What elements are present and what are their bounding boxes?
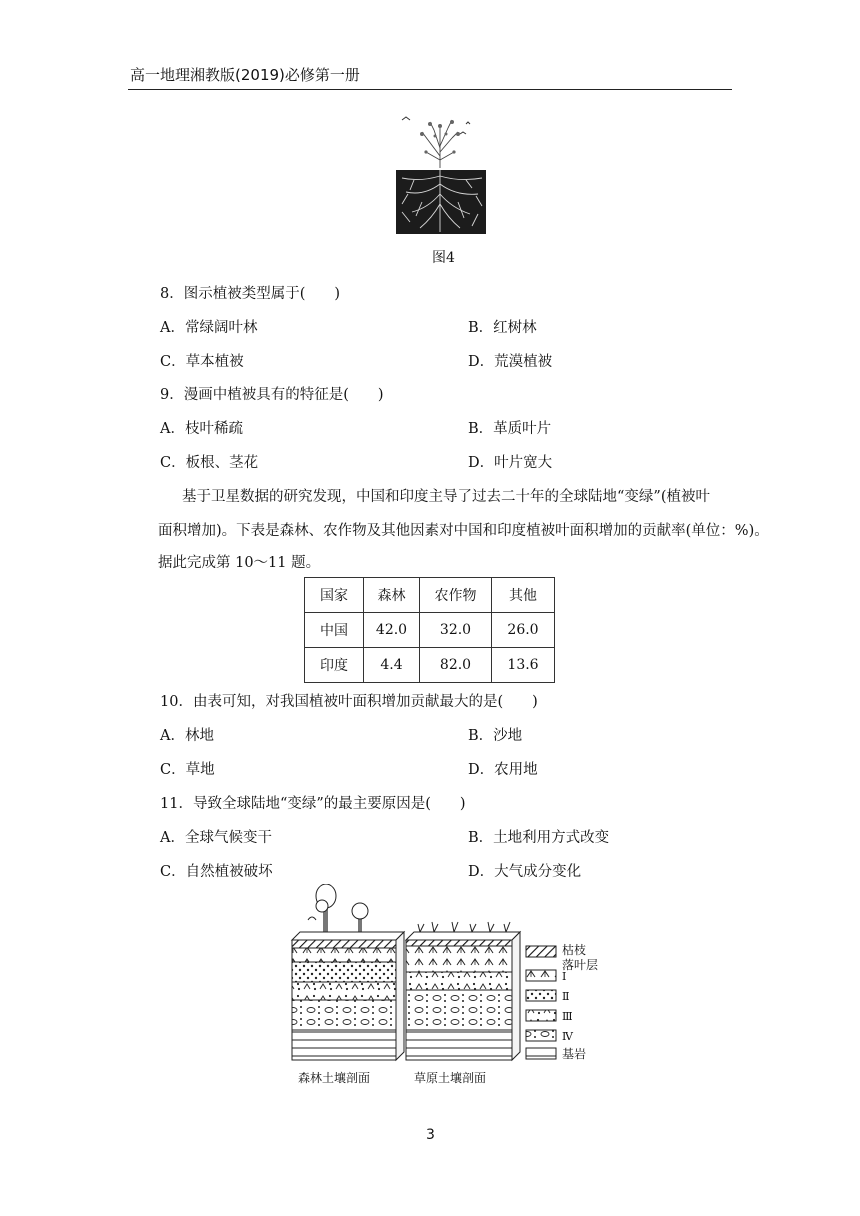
table-cell: 13.6	[492, 648, 555, 683]
question-11-stem: 11．导致全球陆地“变绿”的最主要原因是( )	[160, 796, 466, 812]
legend-label-litter-1: 枯枝	[562, 943, 587, 957]
table-row	[305, 648, 555, 683]
table-cell: 4.4	[364, 648, 420, 683]
question-9-option-b: B．革质叶片	[468, 421, 552, 437]
question-11-option-d: D．大气成分变化	[468, 864, 582, 880]
table-cell: 42.0	[364, 613, 420, 648]
question-10-option-a: A．林地	[160, 728, 214, 744]
table-header-cell: 农作物	[420, 578, 492, 613]
passage-line-1: 基于卫星数据的研究发现，中国和印度主导了过去二十年的全球陆地“变绿”(植被叶	[182, 489, 710, 505]
table-cell: 82.0	[420, 648, 492, 683]
question-8-option-a: A．常绿阔叶林	[160, 320, 258, 336]
table-row	[305, 613, 555, 648]
legend-label-bedrock: 基岩	[562, 1047, 587, 1061]
question-11-option-c: C．自然植被破坏	[160, 864, 273, 880]
question-11-option-b: B．土地利用方式改变	[468, 830, 610, 846]
legend-label-horizon-1: Ⅰ	[562, 970, 567, 983]
table-cell: 32.0	[420, 613, 492, 648]
table-header-cell: 其他	[492, 578, 555, 613]
forest-soil-profile	[292, 884, 404, 1060]
table-header-cell: 国家	[305, 578, 364, 613]
legend-label-horizon-4: Ⅳ	[562, 1030, 573, 1043]
table-header-row	[305, 578, 555, 613]
passage-line-2: 面积增加)。下表是森林、农作物及其他因素对中国和印度植被叶面积增加的贡献率(单位：%)。	[158, 523, 769, 539]
header-rule	[128, 89, 732, 90]
passage-line-3: 据此完成第 10～11 题。	[158, 555, 321, 571]
page-header: 高一地理湘教版(2019)必修第一册	[130, 66, 360, 84]
question-9-option-c: C．板根、茎花	[160, 455, 259, 471]
page-number: 3	[426, 1127, 435, 1143]
legend-label-horizon-3: Ⅲ	[562, 1010, 573, 1023]
question-10-option-d: D．农用地	[468, 762, 538, 778]
soil-profile-figure	[286, 884, 616, 1088]
question-8-stem: 8．图示植被类型属于( )	[160, 286, 341, 302]
question-11-option-a: A．全球气候变干	[160, 830, 272, 846]
legend-label-litter-2: 落叶层	[562, 958, 599, 972]
question-9-option-d: D．叶片宽大	[468, 455, 553, 471]
tree-roots-figure	[390, 112, 490, 238]
question-9-stem: 9．漫画中植被具有的特征是( )	[160, 387, 384, 403]
figure-4-caption: 图4	[432, 250, 455, 266]
question-10-stem: 10．由表可知，对我国植被叶面积增加贡献最大的是( )	[160, 694, 538, 710]
question-9-option-a: A．枝叶稀疏	[160, 421, 243, 437]
grassland-soil-profile	[406, 922, 520, 1060]
grassland-profile-caption: 草原土壤剖面	[414, 1071, 487, 1085]
question-8-option-c: C．草本植被	[160, 354, 244, 370]
table-cell: 印度	[305, 648, 364, 683]
table-header-cell: 森林	[364, 578, 420, 613]
table-cell: 26.0	[492, 613, 555, 648]
question-8-option-b: B．红树林	[468, 320, 537, 336]
table-cell: 中国	[305, 613, 364, 648]
contribution-table	[304, 577, 555, 683]
forest-profile-caption: 森林土壤剖面	[298, 1071, 371, 1085]
soil-legend	[526, 946, 556, 1059]
legend-label-horizon-2: Ⅱ	[562, 990, 570, 1003]
question-10-option-c: C．草地	[160, 762, 215, 778]
question-10-option-b: B．沙地	[468, 728, 523, 744]
question-8-option-d: D．荒漠植被	[468, 354, 553, 370]
